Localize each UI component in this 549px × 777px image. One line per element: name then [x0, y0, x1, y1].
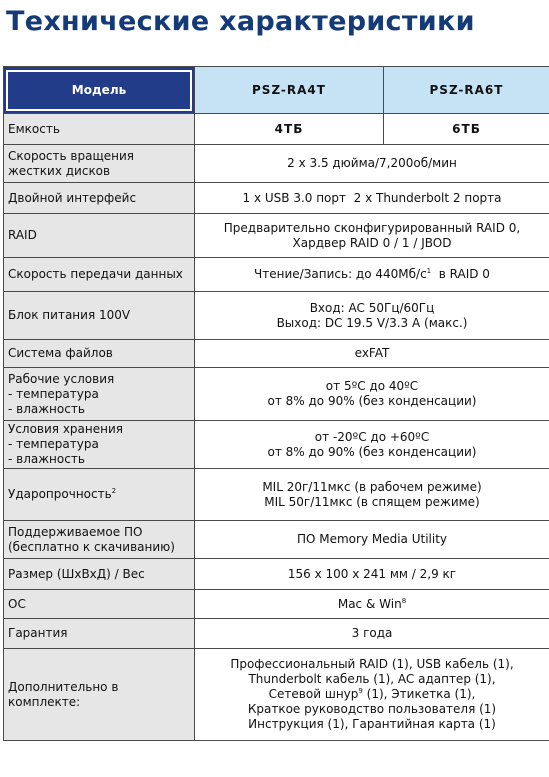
row-value: от -20ºC до +60ºC от 8% до 90% (без конденсации): [195, 421, 549, 469]
row-label: Дополнительно в комплекте:: [4, 649, 195, 741]
row-value: exFAT: [195, 340, 549, 368]
header-model-label: Модель: [71, 82, 127, 97]
row-label: Двойной интерфейс: [4, 183, 195, 214]
row-value: Вход: AC 50Гц/60Гц Выход: DC 19.5 V/3.3 A (макс.): [195, 292, 549, 340]
table-row: [4, 340, 549, 368]
table-row: [4, 619, 549, 649]
table-row: [4, 114, 549, 145]
table-row: [4, 421, 549, 469]
page-title: Технические характеристики: [6, 6, 475, 37]
row-value: ПО Memory Media Utility: [195, 521, 549, 559]
row-value: 4ТБ: [195, 114, 384, 145]
row-value-accessories: Профессиональный RAID (1), USB кабель (1), Thunderbolt кабель (1), AC адаптер (1), Сетевой шнур$^9$ (1), Этикетка (1), Краткое руководство пользователя (1) Инструкция (1), Гарантийная карта (1): [195, 649, 549, 741]
row-label: Блок питания 100V: [4, 292, 195, 340]
row-label: Размер (ШхВхД) / Вес: [4, 559, 195, 590]
header-model-cell: [4, 67, 195, 114]
table-row: [4, 559, 549, 590]
row-label: Скорость вращения жестких дисков: [4, 145, 195, 183]
table-row: [4, 521, 549, 559]
row-value: 1 x USB 3.0 порт 2 x Thunderbolt 2 порта: [195, 183, 549, 214]
row-value: от 5ºC до 40ºC от 8% до 90% (без конденсации): [195, 368, 549, 421]
table-row: [4, 214, 549, 258]
row-value: Предварительно сконфигурированный RAID 0, Хардвер RAID 0 / 1 / JBOD: [195, 214, 549, 258]
table-row: [4, 368, 549, 421]
row-label: Ударопрочность$^2$: [4, 469, 195, 521]
header-product-cell: PSZ-RA6T: [384, 67, 549, 114]
table-row: [4, 469, 549, 521]
table-header-row: [4, 67, 549, 114]
table-row: [4, 590, 549, 619]
table-row: [4, 258, 549, 292]
row-label: Рабочие условия - температура - влажность: [4, 368, 195, 421]
spec-table: [3, 66, 549, 741]
row-value: Чтение/Запись: до $440Мб/с^1$ в RAID 0: [195, 258, 549, 292]
row-value: 3 года: [195, 619, 549, 649]
header-product-cell: PSZ-RA4T: [195, 67, 384, 114]
table-row: [4, 183, 549, 214]
table-row: [4, 649, 549, 741]
row-label: Поддерживаемое ПО (бесплатно к скачиванию): [4, 521, 195, 559]
row-value: MIL 20г/11мкс (в рабочем режиме) MIL 50г/11мкс (в спящем режиме): [195, 469, 549, 521]
row-value: 2 x 3.5 дюйма/7,200об/мин: [195, 145, 549, 183]
row-value: 6ТБ: [384, 114, 549, 145]
row-label: RAID: [4, 214, 195, 258]
table-row: [4, 145, 549, 183]
row-label: Гарантия: [4, 619, 195, 649]
table-row: [4, 292, 549, 340]
row-label: Условия хранения - температура - влажность: [4, 421, 195, 469]
row-label: Скорость передачи данных: [4, 258, 195, 292]
row-value: Mac & Win$^8$: [195, 590, 549, 619]
row-label: Емкость: [4, 114, 195, 145]
row-label: Система файлов: [4, 340, 195, 368]
row-label: ОС: [4, 590, 195, 619]
row-value: 156 x 100 x 241 мм / 2,9 кг: [195, 559, 549, 590]
